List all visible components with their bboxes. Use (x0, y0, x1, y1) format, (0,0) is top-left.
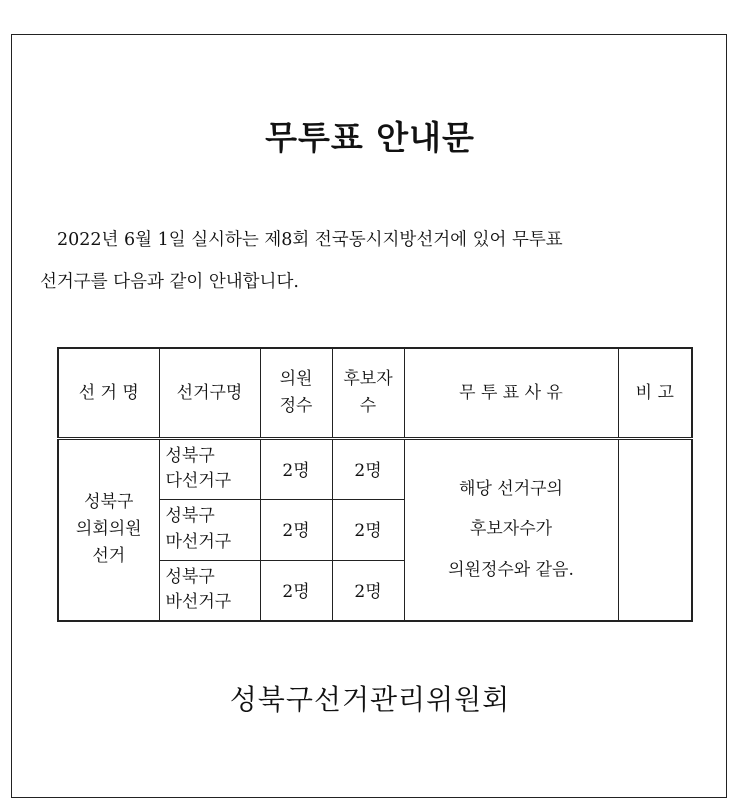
candidates-cell: 2명 (332, 438, 404, 499)
seats-cell: 2명 (260, 499, 332, 560)
reason-cell: 해당 선거구의 후보자수가 의원정수와 같음. (404, 438, 618, 621)
header-district-name: 선거구명 (159, 348, 260, 438)
intro-line-1: 2022년 6월 1일 실시하는 제8회 전국동시지방선거에 있어 무투표 (57, 230, 563, 250)
header-candidates: 후보자 수 (332, 348, 404, 438)
election-name-cell: 성북구 의회의원 선거 (58, 438, 159, 621)
header-reason: 무 투 표 사 유 (404, 348, 618, 438)
document-title: 무투표 안내문 (265, 118, 475, 157)
header-election-name: 선 거 명 (58, 348, 159, 438)
header-seats: 의원 정수 (260, 348, 332, 438)
seats-cell: 2명 (260, 438, 332, 499)
issuer-name: 성북구선거관리위원회 (229, 683, 511, 716)
intro-line-2: 선거구를 다음과 같이 안내합니다. (40, 272, 299, 292)
table-row (58, 438, 692, 499)
district-cell: 성북구 마선거구 (159, 499, 260, 560)
seats-cell: 2명 (260, 560, 332, 621)
candidates-cell: 2명 (332, 499, 404, 560)
no-vote-table (57, 347, 693, 622)
header-note: 비 고 (618, 348, 692, 438)
district-cell: 성북구 다선거구 (159, 438, 260, 499)
district-cell: 성북구 바선거구 (159, 560, 260, 621)
note-cell (618, 438, 692, 621)
table-header-row (58, 348, 692, 438)
candidates-cell: 2명 (332, 560, 404, 621)
